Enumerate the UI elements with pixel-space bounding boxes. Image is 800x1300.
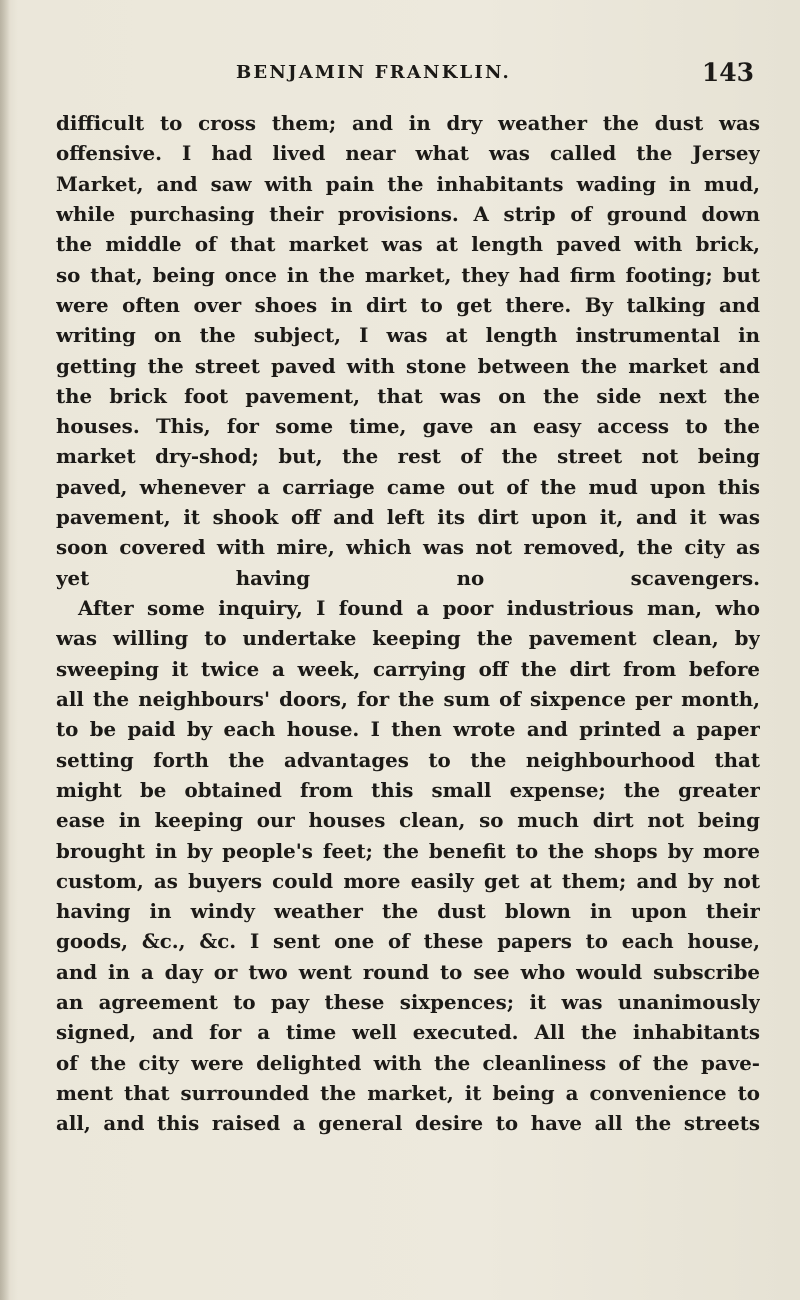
text-line: the brick foot pavement, that was on the side next the	[56, 383, 760, 408]
text-line: goods, &c., &c. I sent one of these papers to each house,	[56, 929, 760, 954]
text-line: having in windy weather the dust blown in upon their	[56, 899, 760, 924]
text-line: while purchasing their provisions. A strip of ground down	[56, 201, 760, 226]
text-line: so that, being once in the market, they had firm footing; but	[56, 262, 760, 287]
text-line: of the city were delighted with the cleanliness of the pave-	[56, 1050, 760, 1075]
text-line: all, and this raised a general desire to have all the streets	[56, 1111, 760, 1136]
text-line: the middle of that market was at length paved with brick,	[56, 232, 760, 257]
text-line: was willing to undertake keeping the pavement clean, by	[56, 626, 760, 651]
page-gutter-shadow	[0, 0, 10, 1300]
text-line: paved, whenever a carriage came out of the mud upon this	[56, 474, 760, 499]
text-line: ease in keeping our houses clean, so much dirt not being	[56, 808, 760, 833]
text-line: offensive. I had lived near what was called the Jersey	[56, 141, 760, 166]
text-line: pavement, it shook off and left its dirt upon it, and it was	[56, 505, 760, 530]
running-head	[60, 58, 760, 88]
text-line: and in a day or two went round to see who would subscribe	[56, 959, 760, 984]
text-line: were often over shoes in dirt to get there. By talking and	[56, 292, 760, 317]
text-line: signed, and for a time well executed. All the inhabitants	[56, 1020, 760, 1045]
text-line: sweeping it twice a week, carrying off the dirt from before	[56, 656, 760, 681]
text-line: getting the street paved with stone between the market and	[56, 353, 760, 378]
text-line: writing on the subject, I was at length instrumental in	[56, 323, 760, 348]
body-text	[56, 108, 760, 1139]
text-line: might be obtained from this small expense; the greater	[56, 777, 760, 802]
page-number: 143	[701, 58, 754, 87]
text-line: setting forth the advantages to the neighbourhood that	[56, 747, 760, 772]
text-line: to be paid by each house. I then wrote and printed a paper	[56, 717, 760, 742]
running-title: BENJAMIN FRANKLIN.	[236, 62, 511, 83]
text-line: yet having no scavengers.	[56, 565, 760, 590]
text-line: Market, and saw with pain the inhabitants wading in mud,	[56, 171, 760, 196]
text-line: custom, as buyers could more easily get at them; and by not	[56, 868, 760, 893]
text-line: difficult to cross them; and in dry weather the dust was	[56, 111, 760, 135]
text-line: an agreement to pay these sixpences; it was unanimously	[56, 990, 760, 1015]
text-line: all the neighbours' doors, for the sum of sixpence per month,	[56, 686, 760, 711]
text-line: soon covered with mire, which was not removed, the city as	[56, 535, 760, 560]
text-line: houses. This, for some time, gave an easy access to the	[56, 414, 760, 439]
text-line: brought in by people's feet; the benefit to the shops by more	[56, 838, 760, 863]
text-line: market dry-shod; but, the rest of the street not being	[56, 444, 760, 469]
text-line: After some inquiry, I found a poor industrious man, who	[78, 596, 760, 620]
text-line: ment that surrounded the market, it being a convenience to	[56, 1081, 760, 1105]
